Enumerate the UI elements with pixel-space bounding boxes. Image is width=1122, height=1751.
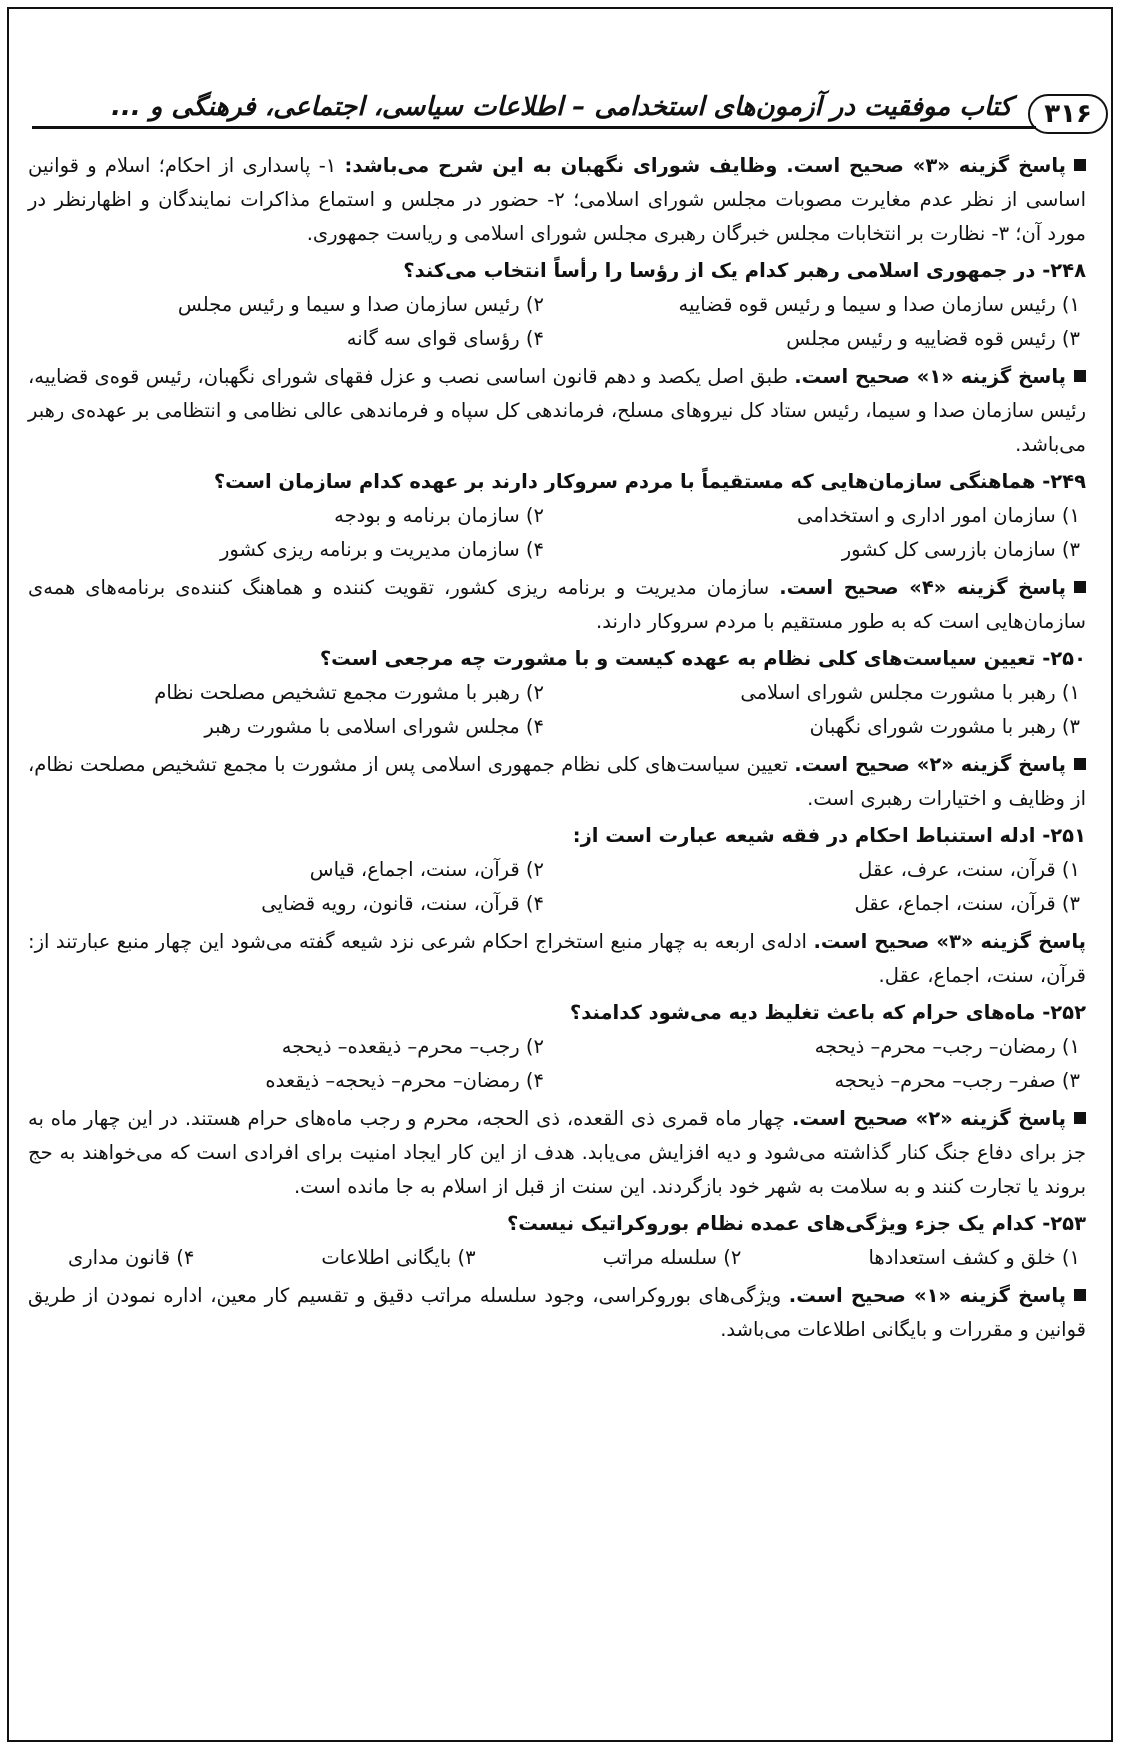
answer-paragraph	[28, 925, 1086, 993]
question-stem	[28, 465, 1086, 499]
option-1: ۱) قرآن، سنت، عرف، عقل	[858, 858, 1080, 881]
question-text: ماه‌های حرام که باعث تغلیظ دیه می‌شود کدامند؟	[569, 1001, 1036, 1024]
answer-paragraph	[28, 748, 1086, 816]
option-4: ۴) سازمان مدیریت و برنامه ریزی کشور	[219, 538, 544, 561]
question-number: ۲۴۹-	[1042, 470, 1086, 493]
option-2: ۲) رهبر با مشورت مجمع تشخیص مصلحت نظام	[154, 681, 544, 704]
square-bullet-icon	[1074, 370, 1086, 382]
option-2: ۲) سازمان برنامه و بودجه	[334, 504, 544, 527]
question-number: ۲۴۸-	[1042, 259, 1086, 282]
answer-paragraph	[28, 1102, 1086, 1204]
question-stem	[28, 254, 1086, 288]
option-2: ۲) رجب– محرم– ذیقعده– ذیحجه	[281, 1035, 544, 1058]
question-block-250	[28, 642, 1086, 816]
square-bullet-icon	[1074, 758, 1086, 770]
square-bullet-icon	[1074, 1112, 1086, 1124]
answer-text: ویژگی‌های بوروکراسی، وجود سلسله مراتب دقیق و تقسیم کار معین، اداره نمودن از طریق قوانین و مقررات و بایگانی اطلاعات می‌باشد.	[28, 1284, 1086, 1341]
option-3: ۳) رئیس قوه قضاییه و رئیس مجلس	[786, 327, 1080, 350]
square-bullet-icon	[1074, 159, 1086, 171]
option-1: ۱) سازمان امور اداری و استخدامی	[796, 504, 1080, 527]
options-grid	[28, 1030, 1086, 1098]
option-3: ۳) سازمان بازرسی کل کشور	[841, 538, 1080, 561]
page-header	[32, 88, 1108, 138]
option-3: ۳) صفر– رجب– محرم– ذیحجه	[834, 1069, 1080, 1092]
option-3: ۳) بایگانی اطلاعات	[321, 1246, 476, 1269]
answer-paragraph	[28, 571, 1086, 639]
running-title: کتاب موفقیت در آزمون‌های استخدامی – اطلاعات سیاسی، اجتماعی، فرهنگی و ...	[111, 92, 1012, 122]
option-3: ۳) رهبر با مشورت شورای نگهبان	[809, 715, 1080, 738]
answer-lead: پاسخ گزینه «۱» صحیح است.	[788, 1284, 1066, 1307]
option-4: ۴) مجلس شورای اسلامی با مشورت رهبر	[204, 715, 544, 738]
question-block-253	[28, 1207, 1086, 1347]
page-content	[28, 145, 1086, 1347]
question-number: ۲۵۳-	[1042, 1212, 1086, 1235]
answer-text: طبق اصل یکصد و دهم قانون اساسی نصب و عزل فقهای شورای نگهبان، رئیس قوه‌ی قضاییه، رئیس سازمان صدا و سیما، رئیس ستاد کل نیروهای مسلح، فرماندهی کل سپاه و فرماندهی عالی نظامی و انتظامی بر عهده‌ی رهبر می‌باشد.	[28, 365, 1086, 456]
question-text: ادله استنباط احکام در فقه شیعه عبارت است از:	[572, 824, 1036, 847]
question-block-251	[28, 819, 1086, 993]
option-2: ۲) قرآن، سنت، اجماع، قیاس	[309, 858, 544, 881]
answer-text: ۱- پاسداری از احکام؛ اسلام و قوانین اساسی از نظر عدم مغایرت مصوبات مجلس شورای اسلامی؛ ۲- حضور در مجلس و استماع مذاکرات نمایندگان و اظهارنظر در مورد آن؛ ۳- نظارت بر انتخابات مجلس خبرگان رهبری مجلس شورای اسلامی و ریاست جمهوری.	[28, 154, 1087, 245]
option-3: ۳) قرآن، سنت، اجماع، عقل	[854, 892, 1080, 915]
options-grid	[28, 676, 1086, 744]
answer-text: ادله‌ی اربعه به چهار منبع استخراج احکام شرعی نزد شیعه گفته می‌شود این چهار منبع عبارتند از: قرآن، سنت، اجماع، عقل.	[28, 930, 1086, 987]
answer-lead: پاسخ گزینه «۱» صحیح است.	[794, 365, 1066, 388]
question-stem	[28, 819, 1086, 853]
answer-text: چهار ماه قمری ذی القعده، ذی الحجه، محرم و رجب ماه‌های حرام هستند. در این چهار ماه به جز برای دفاع جنگ کنار گذاشته می‌شود و دیه افزایش می‌یابد. هدف از این کار ایجاد امنیت برای افرادی است که می‌خواهند به حج بروند یا تجارت کنند و به سلامت به شهر خود بازگردند. این سنت از قبل از اسلام به جا مانده است.	[28, 1107, 1086, 1198]
options-grid	[28, 499, 1086, 567]
answer-text: سازمان مدیریت و برنامه ریزی کشور، تقویت کننده و هماهنگ کننده‌ی برنامه‌های همه‌ی سازمان‌هایی است که به طور مستقیم با مردم سروکار دارند.	[28, 576, 1086, 633]
answer-lead: پاسخ گزینه «۳» صحیح است. وظایف شورای نگهبان به این شرح می‌باشد:	[344, 154, 1066, 177]
option-2: ۲) رئیس سازمان صدا و سیما و رئیس مجلس	[177, 293, 544, 316]
option-4: ۴) رؤسای قوای سه گانه	[346, 327, 544, 350]
options-grid	[28, 288, 1086, 356]
options-grid	[28, 853, 1086, 921]
question-text: کدام یک جزء ویژگی‌های عمده نظام بوروکراتیک نیست؟	[507, 1212, 1036, 1235]
question-number: ۲۵۰-	[1042, 647, 1086, 670]
question-text: در جمهوری اسلامی رهبر کدام یک از رؤسا را رأساً انتخاب می‌کند؟	[403, 259, 1036, 282]
answer-paragraph	[28, 1279, 1086, 1347]
question-number: ۲۵۲-	[1042, 1001, 1086, 1024]
answer-paragraph	[28, 360, 1086, 462]
answer-lead: پاسخ گزینه «۲» صحیح است.	[794, 753, 1067, 776]
options-row	[28, 1241, 1086, 1275]
option-1: ۱) رئیس سازمان صدا و سیما و رئیس قوه قضاییه	[678, 293, 1080, 316]
question-stem	[28, 996, 1086, 1030]
option-4: ۴) رمضان– محرم– ذیحجه– ذیقعده	[265, 1069, 544, 1092]
question-stem	[28, 642, 1086, 676]
answer-lead: پاسخ گزینه «۲» صحیح است.	[791, 1107, 1066, 1130]
option-1: ۱) رهبر با مشورت مجلس شورای اسلامی	[740, 681, 1080, 704]
page-number: ۳۱۶	[1028, 94, 1108, 134]
square-bullet-icon	[1074, 581, 1086, 593]
question-block-248	[28, 254, 1086, 462]
option-4: ۴) قرآن، سنت، قانون، رویه قضایی	[261, 892, 544, 915]
question-block-252	[28, 996, 1086, 1204]
option-2: ۲) سلسله مراتب	[602, 1246, 742, 1269]
option-1: ۱) خلق و کشف استعدادها	[868, 1246, 1080, 1269]
intro-answer	[28, 149, 1086, 251]
question-block-249	[28, 465, 1086, 639]
answer-lead: پاسخ گزینه «۴» صحیح است.	[779, 576, 1067, 599]
answer-text: تعیین سیاست‌های کلی نظام جمهوری اسلامی پس از مشورت با مجمع تشخیص مصلحت نظام، از وظایف و اختیارات رهبری است.	[28, 753, 1086, 810]
question-text: تعیین سیاست‌های کلی نظام به عهده کیست و با مشورت چه مرجعی است؟	[319, 647, 1036, 670]
answer-lead: پاسخ گزینه «۳» صحیح است.	[813, 930, 1086, 953]
option-4: ۴) قانون مداری	[68, 1246, 195, 1269]
question-text: هماهنگی سازمان‌هایی که مستقیماً با مردم سروکار دارند بر عهده کدام سازمان است؟	[213, 470, 1036, 493]
square-bullet-icon	[1074, 1289, 1086, 1301]
header-rule	[32, 126, 1036, 129]
question-stem	[28, 1207, 1086, 1241]
option-1: ۱) رمضان– رجب– محرم– ذیحجه	[814, 1035, 1080, 1058]
question-number: ۲۵۱-	[1042, 824, 1086, 847]
